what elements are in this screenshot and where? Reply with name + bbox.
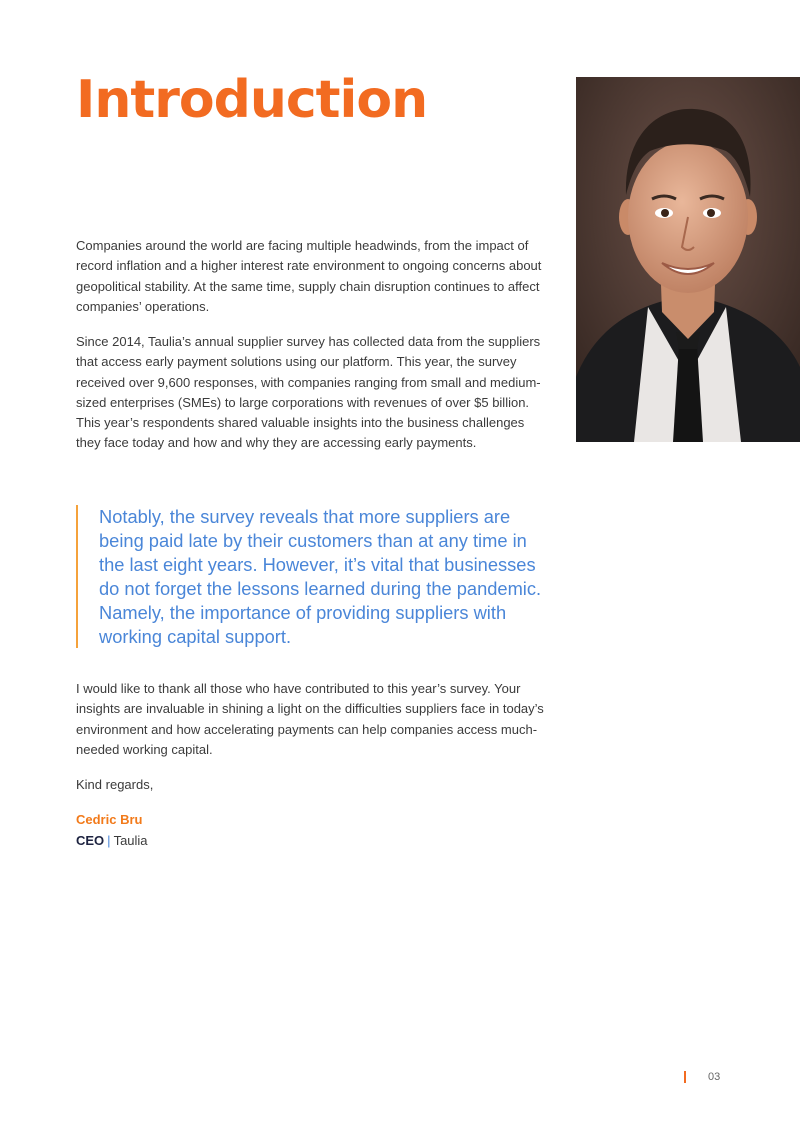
pull-quote-text: Notably, the survey reveals that more suppliers are being paid late by their customers than at any time in the last eight years. However, it’s vital that businesses do not forget the lessons learned during the pandemic. Namely, the importance of providing suppliers with working capital support. [99,506,542,647]
page-title: Introduction [76,70,428,130]
intro-paragraph-3: I would like to thank all those who have contributed to this year’s survey. Your insights are invaluable in shining a light on the difficulties suppliers face in today’s environment and how accelerating payments can help companies access much-needed working capital. [76,681,544,757]
pull-quote [76,505,546,648]
signature-separator: | [107,833,111,848]
signature-role: CEO [76,833,105,848]
intro-paragraph-2: Since 2014, Taulia’s annual supplier survey has collected data from the suppliers that access early payment solutions using our platform. This year, the survey received over 9,600 responses, with companies ranging from small and medium-sized enterprises (SMEs) to large corporations with revenues of over $5 billion. This year’s respondents shared valuable insights into the business challenges they face today and how and why they are accessing early payments. [76,334,541,451]
ceo-portrait-photo [576,77,800,442]
page-number: 03 [708,1071,721,1083]
signature-name: Cedric Bru [76,812,143,827]
closing-salutation: Kind regards, [76,777,154,792]
intro-paragraph-1: Companies around the world are facing multiple headwinds, from the impact of record inflation and a higher interest rate environment to ongoing concerns about geopolitical stability. At the same time, supply chain disruption continues to affect companies’ operations. [76,238,542,314]
signature-company: Taulia [113,833,148,848]
page-footer [684,1068,720,1086]
signature-title [76,831,148,851]
footer-accent-bar [684,1071,686,1083]
